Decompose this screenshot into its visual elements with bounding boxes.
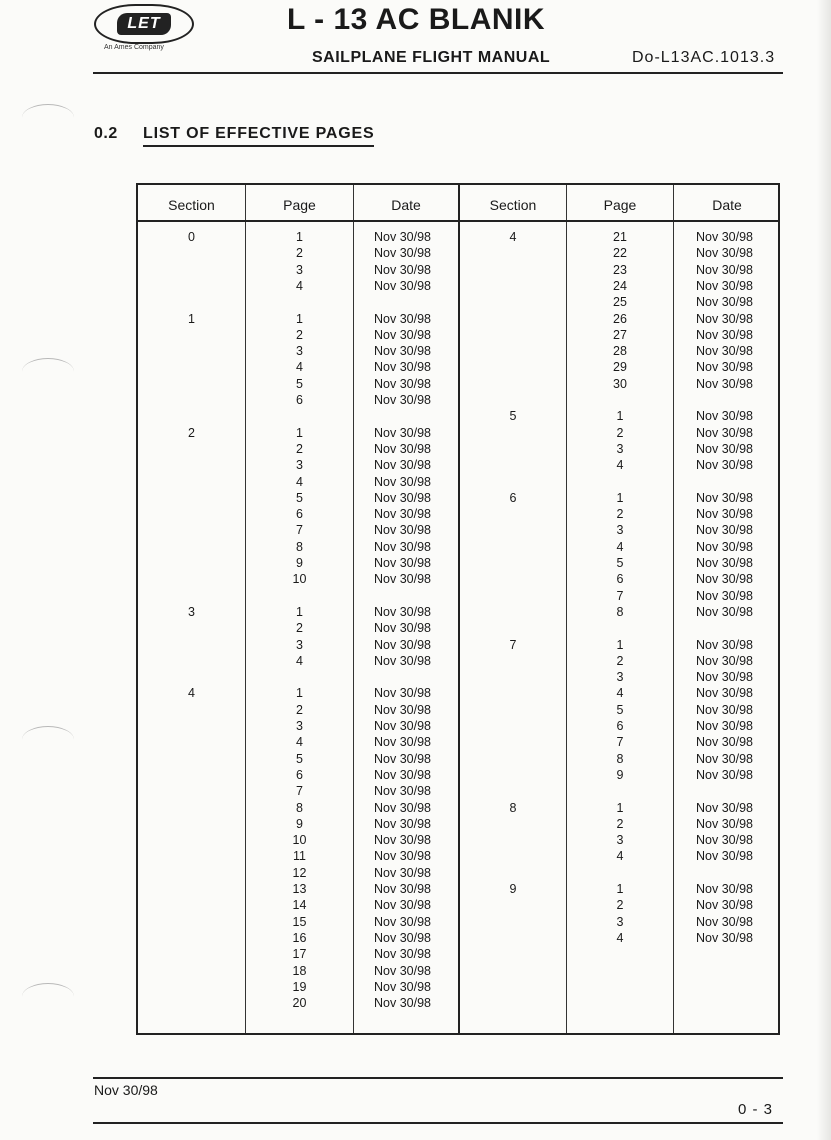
column-divider <box>353 185 354 1033</box>
page-cell: 6 <box>616 572 624 587</box>
header-row-rule <box>138 220 778 222</box>
date-cell: Nov 30/98 <box>374 865 431 880</box>
date-cell: Nov 30/98 <box>696 833 753 848</box>
page-cell: 23 <box>613 262 627 277</box>
page-cell: 1 <box>296 686 303 701</box>
date-cell: Nov 30/98 <box>696 800 753 815</box>
date-cell: Nov 30/98 <box>696 360 753 375</box>
date-cell: Nov 30/98 <box>696 637 753 652</box>
date-cell: Nov 30/98 <box>374 800 431 815</box>
page-cell: 7 <box>296 784 303 799</box>
date-cell: Nov 30/98 <box>374 507 431 522</box>
date-cell: Nov 30/98 <box>374 376 431 391</box>
date-cell: Nov 30/98 <box>374 719 431 733</box>
date-cell: Nov 30/98 <box>696 816 753 831</box>
date-cell: Nov 30/98 <box>696 556 753 570</box>
page-cell: 22 <box>613 246 627 261</box>
page-cell: 28 <box>613 344 627 359</box>
page-cell: 3 <box>616 833 624 848</box>
date-cell: Nov 30/98 <box>374 784 431 799</box>
page-cell: 2 <box>616 816 624 831</box>
page-cell: 7 <box>296 523 303 538</box>
footer-rule <box>93 1122 783 1124</box>
page-cell: 3 <box>616 523 624 538</box>
header-section: Section <box>168 197 215 213</box>
header-page: Page <box>603 197 637 213</box>
date-cell: Nov 30/98 <box>696 295 753 310</box>
page-cell: 1 <box>296 311 303 326</box>
page-cell: 1 <box>296 230 303 244</box>
date-cell: Nov 30/98 <box>696 686 753 701</box>
page-cell: 5 <box>616 556 624 570</box>
footer-date: Nov 30/98 <box>94 1082 158 1098</box>
date-cell: Nov 30/98 <box>374 767 431 782</box>
page-cell: 20 <box>292 996 307 1011</box>
date-cell: Nov 30/98 <box>374 849 431 864</box>
date-cell: Nov 30/98 <box>696 409 753 424</box>
header-rule <box>93 72 783 74</box>
document-code: Do-L13AC.1013.3 <box>632 49 776 66</box>
date-cell: Nov 30/98 <box>696 767 753 782</box>
page-cell: 2 <box>616 425 624 440</box>
date-cell: Nov 30/98 <box>696 490 753 505</box>
page-cell: 2 <box>296 327 303 342</box>
page-cell: 24 <box>613 278 627 293</box>
page-cell: 9 <box>616 767 624 782</box>
binder-hole-mark <box>22 104 74 131</box>
date-cell: Nov 30/98 <box>696 930 753 945</box>
date-cell: Nov 30/98 <box>374 653 431 668</box>
date-cell: Nov 30/98 <box>374 914 431 929</box>
page-cell: 29 <box>613 360 627 375</box>
document-title: L - 13 AC BLANIK <box>287 3 546 36</box>
page-cell: 2 <box>296 702 303 717</box>
date-cell: Nov 30/98 <box>374 441 431 456</box>
page-cell: 3 <box>296 344 303 359</box>
date-cell: Nov 30/98 <box>374 262 431 277</box>
date-cell: Nov 30/98 <box>374 963 431 978</box>
date-cell: Nov 30/98 <box>374 816 431 831</box>
page-cell: 5 <box>616 702 624 717</box>
date-cell: Nov 30/98 <box>696 539 753 554</box>
page-cell: 8 <box>296 539 303 554</box>
section-number: 0.2 <box>94 125 118 142</box>
page-cell: 4 <box>616 686 624 701</box>
section-cell: 8 <box>509 800 517 815</box>
page-cell: 6 <box>296 767 303 782</box>
page-cell: 2 <box>296 246 303 261</box>
date-cell: Nov 30/98 <box>374 751 431 766</box>
footer-rule <box>93 1077 783 1079</box>
page-cell: 30 <box>613 376 627 391</box>
page-edge-shadow <box>817 0 831 1140</box>
page-cell: 2 <box>616 653 624 668</box>
page-cell: 3 <box>296 262 303 277</box>
section-cell: 4 <box>509 230 517 244</box>
section-cell: 0 <box>188 230 195 244</box>
document-subtitle: SAILPLANE FLIGHT MANUAL <box>312 49 551 66</box>
page-cell: 6 <box>296 507 303 522</box>
section-cell: 7 <box>509 637 517 652</box>
date-cell: Nov 30/98 <box>374 523 431 538</box>
date-cell: Nov 30/98 <box>696 523 753 538</box>
page-cell: 19 <box>292 979 307 994</box>
date-cell: Nov 30/98 <box>374 474 431 489</box>
section-cell: 1 <box>188 311 195 326</box>
page-cell: 4 <box>296 474 303 489</box>
date-cell: Nov 30/98 <box>374 621 431 636</box>
page-cell: 26 <box>613 311 627 326</box>
date-cell: Nov 30/98 <box>374 425 431 440</box>
page-cell: 6 <box>296 393 303 407</box>
binder-hole-mark <box>22 726 74 753</box>
page-cell: 8 <box>296 800 303 815</box>
page-cell: 4 <box>296 278 303 293</box>
page-cell: 3 <box>296 637 303 652</box>
date-cell: Nov 30/98 <box>696 344 753 359</box>
page-cell: 11 <box>293 849 306 864</box>
date-cell: Nov 30/98 <box>374 490 431 505</box>
page-cell: 25 <box>613 295 627 310</box>
logo-subtext: An Ames Company <box>104 44 164 51</box>
page-cell: 7 <box>616 588 624 603</box>
section-cell: 2 <box>188 425 195 440</box>
date-cell: Nov 30/98 <box>696 914 753 929</box>
date-cell: Nov 30/98 <box>374 556 431 570</box>
page-cell: 14 <box>292 898 307 913</box>
date-cell: Nov 30/98 <box>374 327 431 342</box>
page-cell: 18 <box>292 963 307 978</box>
page-cell: 3 <box>296 458 303 473</box>
page-cell: 1 <box>296 604 303 619</box>
effective-pages-table <box>136 183 780 1035</box>
page-cell: 10 <box>292 572 307 587</box>
page-cell: 5 <box>296 490 303 505</box>
date-cell: Nov 30/98 <box>374 637 431 652</box>
page-number: 0 - 3 <box>738 1101 774 1118</box>
date-cell: Nov 30/98 <box>374 539 431 554</box>
page-cell: 4 <box>296 735 303 750</box>
page-cell: 5 <box>296 751 303 766</box>
page-cell: 2 <box>616 898 624 913</box>
page-cell: 3 <box>616 441 624 456</box>
date-cell: Nov 30/98 <box>696 246 753 261</box>
date-cell: Nov 30/98 <box>374 604 431 619</box>
section-cell: 4 <box>188 686 195 701</box>
page-cell: 1 <box>616 490 624 505</box>
page-cell: 2 <box>616 507 624 522</box>
page-cell: 27 <box>613 327 627 342</box>
date-cell: Nov 30/98 <box>696 376 753 391</box>
page-cell: 5 <box>296 376 303 391</box>
date-cell: Nov 30/98 <box>696 311 753 326</box>
date-cell: Nov 30/98 <box>696 230 753 244</box>
header-section: Section <box>489 197 537 213</box>
date-cell: Nov 30/98 <box>374 246 431 261</box>
date-cell: Nov 30/98 <box>696 278 753 293</box>
page-cell: 4 <box>296 360 303 375</box>
date-cell: Nov 30/98 <box>374 702 431 717</box>
page-cell: 10 <box>292 833 307 848</box>
section-cell: 5 <box>509 409 517 424</box>
date-cell: Nov 30/98 <box>696 425 753 440</box>
page-cell: 1 <box>616 637 624 652</box>
date-cell: Nov 30/98 <box>696 441 753 456</box>
page-cell: 16 <box>292 930 307 945</box>
date-cell: Nov 30/98 <box>374 930 431 945</box>
page-cell: 9 <box>296 816 303 831</box>
column-divider <box>458 185 460 1033</box>
date-cell: Nov 30/98 <box>696 882 753 896</box>
date-cell: Nov 30/98 <box>696 458 753 473</box>
date-cell: Nov 30/98 <box>374 360 431 375</box>
date-cell: Nov 30/98 <box>696 507 753 522</box>
date-cell: Nov 30/98 <box>696 702 753 717</box>
date-cell: Nov 30/98 <box>696 751 753 766</box>
header-page: Page <box>283 197 316 213</box>
let-logo <box>94 4 194 44</box>
date-cell: Nov 30/98 <box>374 947 431 962</box>
page-cell: 6 <box>616 719 624 733</box>
date-cell: Nov 30/98 <box>696 898 753 913</box>
header-date: Date <box>391 197 421 213</box>
page-cell: 13 <box>292 882 307 896</box>
date-cell: Nov 30/98 <box>374 393 431 407</box>
date-cell: Nov 30/98 <box>374 686 431 701</box>
page-cell: 8 <box>616 604 624 619</box>
binder-hole-mark <box>22 983 74 1010</box>
date-cell: Nov 30/98 <box>374 898 431 913</box>
page-cell: 4 <box>616 849 624 864</box>
page-cell: 4 <box>296 653 303 668</box>
page-cell: 9 <box>296 556 303 570</box>
date-cell: Nov 30/98 <box>696 604 753 619</box>
page-cell: 4 <box>616 539 624 554</box>
page-cell: 21 <box>613 230 627 244</box>
page-cell: 3 <box>616 914 624 929</box>
page-cell: 4 <box>616 458 624 473</box>
page-cell: 1 <box>616 882 624 896</box>
logo-text: LET <box>117 13 170 35</box>
section-cell: 9 <box>509 882 517 896</box>
date-cell: Nov 30/98 <box>696 327 753 342</box>
page-cell: 2 <box>296 441 303 456</box>
page-cell: 1 <box>296 425 303 440</box>
page-cell: 1 <box>616 409 624 424</box>
page-cell: 1 <box>616 800 624 815</box>
section-title: LIST OF EFFECTIVE PAGES <box>143 125 374 147</box>
page-cell: 3 <box>296 719 303 733</box>
header-date: Date <box>712 197 742 213</box>
date-cell: Nov 30/98 <box>696 735 753 750</box>
date-cell: Nov 30/98 <box>696 653 753 668</box>
date-cell: Nov 30/98 <box>374 572 431 587</box>
date-cell: Nov 30/98 <box>696 262 753 277</box>
date-cell: Nov 30/98 <box>374 996 431 1011</box>
date-cell: Nov 30/98 <box>374 735 431 750</box>
date-cell: Nov 30/98 <box>374 344 431 359</box>
date-cell: Nov 30/98 <box>696 719 753 733</box>
date-cell: Nov 30/98 <box>374 278 431 293</box>
page-cell: 15 <box>292 914 307 929</box>
date-cell: Nov 30/98 <box>374 230 431 244</box>
binder-hole-mark <box>22 358 74 385</box>
date-cell: Nov 30/98 <box>696 670 753 685</box>
column-divider <box>673 185 674 1033</box>
date-cell: Nov 30/98 <box>374 882 431 896</box>
page-cell: 2 <box>296 621 303 636</box>
page-cell: 8 <box>616 751 624 766</box>
date-cell: Nov 30/98 <box>374 979 431 994</box>
date-cell: Nov 30/98 <box>374 833 431 848</box>
section-cell: 6 <box>509 490 517 505</box>
page-cell: 12 <box>292 865 307 880</box>
date-cell: Nov 30/98 <box>696 572 753 587</box>
date-cell: Nov 30/98 <box>696 849 753 864</box>
page-cell: 4 <box>616 930 624 945</box>
section-cell: 3 <box>188 604 195 619</box>
page-cell: 3 <box>616 670 624 685</box>
page-cell: 7 <box>616 735 624 750</box>
date-cell: Nov 30/98 <box>374 458 431 473</box>
date-cell: Nov 30/98 <box>374 311 431 326</box>
page-cell: 17 <box>292 947 307 962</box>
date-cell: Nov 30/98 <box>696 588 753 603</box>
